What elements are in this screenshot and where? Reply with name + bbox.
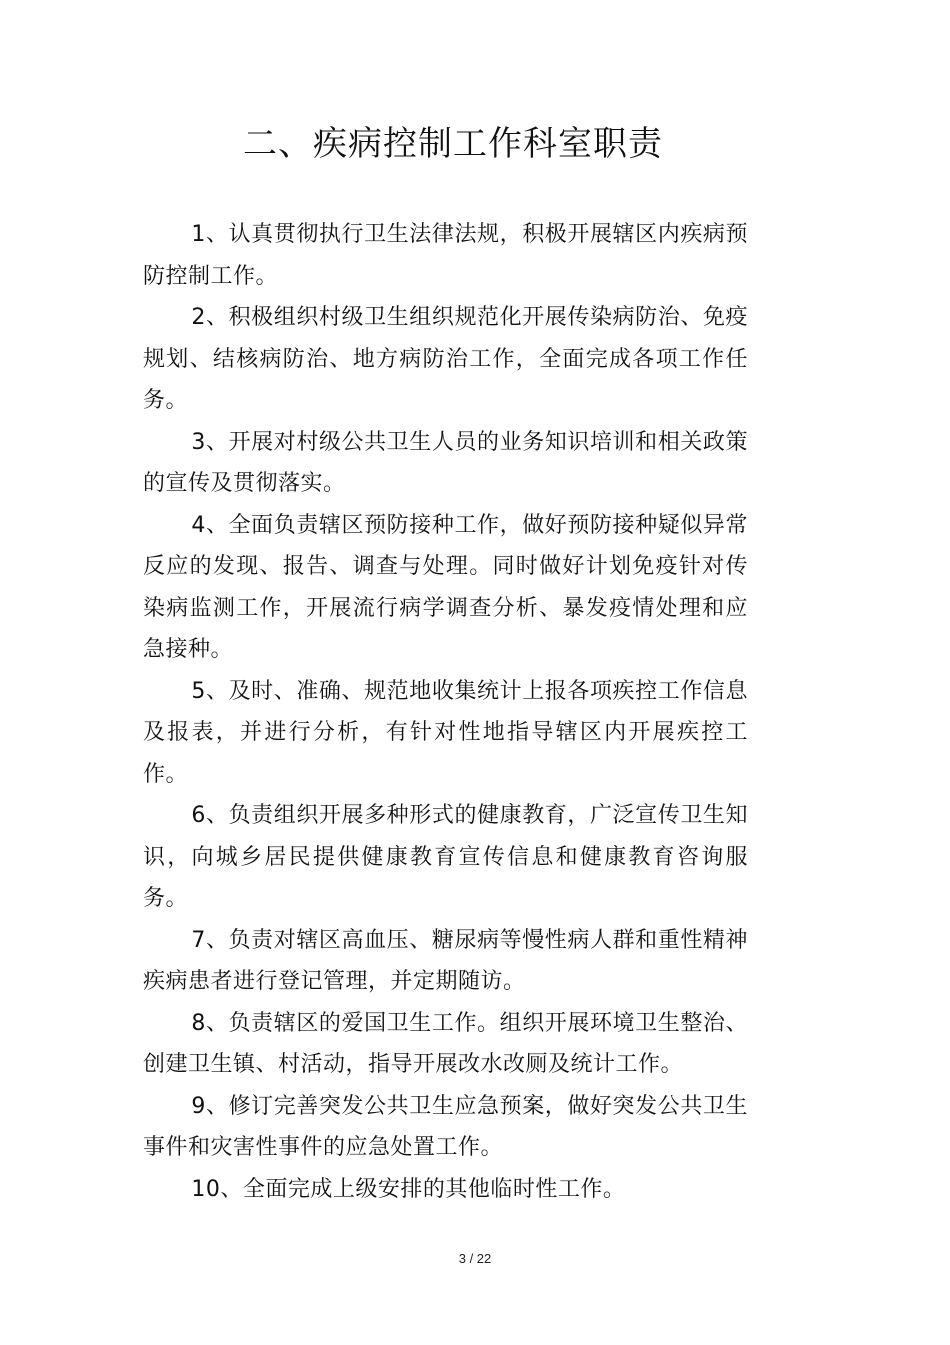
duty-item-10: 10、全面完成上级安排的其他临时性工作。: [191, 1176, 626, 1202]
duty-item-2: 2、积极组织村级卫生组织规范化开展传染病防治、免疫规划、结核病防治、地方病防治工作，全面完成各项工作任务。: [143, 305, 748, 413]
duty-item-6: 6、负责组织开展多种形式的健康教育，广泛宣传卫生知识，向城乡居民提供健康教育宣传信息和健康教育咨询服务。: [143, 803, 748, 911]
duty-item-4: 4、全面负责辖区预防接种工作，做好预防接种疑似异常反应的发现、报告、调查与处理。同时做好计划免疫针对传染病监测工作，开展流行病学调查分析、暴发疫情处理和应急接种。: [143, 512, 748, 662]
duties-list: [143, 214, 748, 1210]
page-title: 二、疾病控制工作科室职责: [243, 124, 663, 164]
duty-item-1: 1、认真贯彻执行卫生法律法规，积极开展辖区内疾病预防控制工作。: [143, 222, 748, 289]
duty-item-7: 7、负责对辖区高血压、糖尿病等慢性病人群和重性精神疾病患者进行登记管理，并定期随访。: [143, 927, 748, 994]
page-number: 3 / 22: [458, 1251, 492, 1266]
duty-item-5: 5、及时、准确、规范地收集统计上报各项疾控工作信息及报表，并进行分析，有针对性地指导辖区内开展疾控工作。: [143, 678, 748, 787]
duty-item-9: 9、修订完善突发公共卫生应急预案，做好突发公共卫生事件和灾害性事件的应急处置工作。: [143, 1093, 748, 1160]
duty-item-8: 8、负责辖区的爱国卫生工作。组织开展环境卫生整治、创建卫生镇、村活动，指导开展改水改厕及统计工作。: [143, 1010, 748, 1077]
duty-item-3: 3、开展对村级公共卫生人员的业务知识培训和相关政策的宣传及贯彻落实。: [143, 429, 748, 496]
